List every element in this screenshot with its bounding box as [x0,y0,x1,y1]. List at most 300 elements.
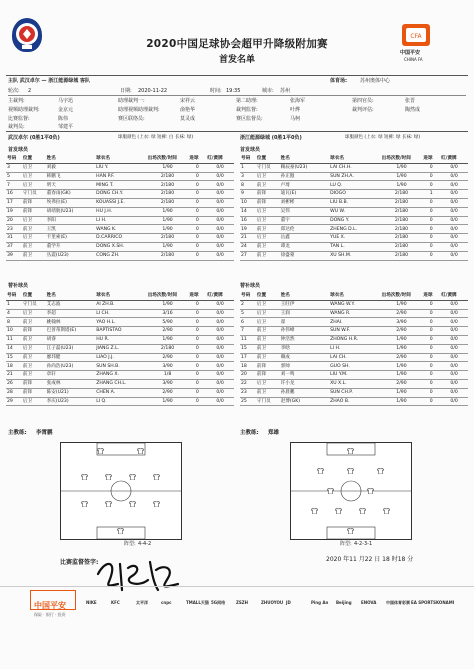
player-row [240,379,468,388]
player-cell: WANG W.Y. [329,300,381,309]
player-cell: 前卫 [22,318,46,327]
player-cell: 1/90 [381,172,423,181]
player-cell: 2/180 [147,344,189,353]
player-cell: 1/90 [147,207,189,216]
player-cell: 26 [6,379,22,388]
player-cell: 前卫 [22,362,46,371]
away-coach-value: 郑雄 [268,430,280,436]
player-row [6,225,234,234]
player-cell: 37 [6,242,22,251]
player-row [6,353,234,362]
player-shirt-icon [377,468,384,474]
md-label: 裁判监督: [236,107,258,113]
player-row [240,225,468,234]
player-cell: TAN L. [329,242,380,251]
player-cell: DONG X.SH. [95,242,146,251]
player-cell: 2/180 [381,216,423,225]
player-row [6,242,234,251]
column-header: 红/黄牌 [206,155,234,163]
ar1-value: 宋祥云 [180,98,196,104]
home-formation-label: 阵型: [124,541,136,547]
player-cell: 翟 [280,318,329,327]
player-row [6,207,234,216]
player-cell: 0 [422,335,440,344]
player-cell: 陈安(U21) [46,388,96,397]
away-formation-pitch [290,442,412,540]
player-cell: 9 [240,190,256,199]
player-cell: 明天 [46,181,95,190]
ra-value: 陶然成 [405,107,421,113]
player-cell: 16 [240,216,256,225]
away-caption: 浙江能源绿城 (0胜1平0负) [240,135,302,141]
player-cell: 0 [188,251,206,260]
player-cell: 1/90 [147,225,189,234]
player-cell: 14 [6,344,22,353]
player-cell: 赖辰豪(U23) [280,163,329,172]
player-cell: KOUASSI J.E. [95,198,146,207]
player-cell: 前卫 [256,242,280,251]
player-row [240,371,468,380]
player-cell: 王旺伊 [280,300,329,309]
player-cell: 1 [422,190,440,199]
player-row [240,234,468,243]
player-row [6,216,234,225]
player-cell: 0/0 [440,190,468,199]
player-cell: 守门员 [256,397,280,406]
player-cell: 前卫 [256,388,280,397]
player-row [6,379,234,388]
security-label: 赛区联络员: [118,116,145,122]
player-cell: 0 [188,190,206,199]
player-cell: XU SH.M. [329,251,380,260]
home-coach-label: 主教练: [8,430,27,436]
player-cell: GUO SH. [329,362,381,371]
player-cell: 李超 [46,309,96,318]
player-cell: 39 [6,251,22,260]
svg-text:CFA: CFA [410,33,422,40]
player-cell: 后卫 [256,172,280,181]
player-cell: ZHAI. [329,318,381,327]
player-cell: 0/0 [440,362,468,371]
player-cell: 0 [188,379,206,388]
player-cell: 1/90 [381,181,423,190]
player-cell: 孙晨鹏 [280,388,329,397]
player-cell: LI Q. [95,397,147,406]
sponsor-logo: NIKE [86,600,97,605]
player-cell: 2/180 [381,234,423,243]
player-cell: 1/90 [381,388,423,397]
player-cell: 廖玮健 [46,353,96,362]
player-shirt-icon [317,468,324,474]
player-cell: 后卫 [22,181,46,190]
player-cell: 后卫 [256,379,280,388]
player-cell: 前卫 [22,353,46,362]
player-cell: 29 [6,397,22,406]
player-cell: 24 [240,242,256,251]
player-cell: 0 [422,371,440,380]
player-cell: 0/0 [206,190,234,199]
player-cell: 28 [6,388,22,397]
player-shirt-icon [105,474,112,480]
player-cell: 前锋 [22,198,46,207]
player-cell: 0 [422,388,440,397]
player-cell: 2/180 [381,190,423,199]
var-value: 金京元 [58,107,74,113]
page-subtitle: 首发名单 [218,55,255,65]
player-shirt-icon [347,528,354,534]
column-header: 位置 [256,292,280,300]
player-shirt-icon [347,468,354,474]
date-label: 日期: [120,88,132,94]
sponsor-logo: EA SPORTS [411,600,436,605]
away-subs-table [240,292,468,406]
player-cell: 0 [422,216,440,225]
sponsor-pingan-sub: 保险 · 银行 · 投资 [34,612,66,617]
player-cell: 1/90 [147,300,189,309]
player-cell: 1/90 [147,163,189,172]
player-row [240,327,468,336]
player-row [240,388,468,397]
player-cell: 22 [240,379,256,388]
player-cell: 韩鹏飞 [46,172,95,181]
commissioner-label: 比赛监督: [8,116,30,122]
player-cell: SUN SH.B. [95,362,147,371]
player-cell: 0/0 [206,225,234,234]
player-cell: 刘彬彬 [280,198,329,207]
column-header: 进球 [422,155,440,163]
player-cell: 2/180 [147,181,189,190]
player-cell: WANG K. [95,225,146,234]
player-row [240,344,468,353]
player-cell: 2/90 [381,327,423,336]
player-cell: 21 [6,371,22,380]
player-cell: 前锋 [256,198,280,207]
player-cell: 0/0 [206,344,234,353]
player-cell: 后卫 [22,309,46,318]
home-formation-value: 4-4-2 [138,541,152,547]
assessor-label: 赛区监督员: [236,116,263,122]
column-header: 姓名 [280,292,329,300]
player-cell: 李庆(U23) [46,397,96,406]
column-header: 红/黄牌 [440,292,468,300]
assessor-value: 马柯 [290,116,301,122]
player-cell: 前卫 [22,242,46,251]
player-shirt-icon [367,488,374,494]
player-cell: 1/90 [147,242,189,251]
player-shirt-icon [129,474,136,480]
player-cell: 5 [240,309,256,318]
player-cell: 后卫 [22,163,46,172]
player-cell: 2/180 [381,242,423,251]
column-header: 号码 [240,155,256,163]
venue-label: 体育场: [330,78,347,84]
player-shirt-icon [383,508,390,514]
player-cell: LI H. [95,216,146,225]
player-cell: 1/90 [381,344,423,353]
column-header: 球衣名 [95,292,147,300]
player-cell: AI ZH.B. [95,300,147,309]
player-cell: 1/90 [381,335,423,344]
player-cell: 0/0 [440,318,468,327]
avar-value: 俞艳华 [180,107,196,113]
player-cell: 1/90 [381,397,423,406]
player-cell: 0/0 [440,379,468,388]
player-cell: 江子磊(U23) [46,344,96,353]
player-cell: 2/180 [147,234,189,243]
player-cell: 1/90 [147,216,189,225]
player-cell: 0/0 [206,163,234,172]
column-header: 位置 [256,155,280,163]
player-cell: 19 [6,207,22,216]
player-cell: 0 [188,163,206,172]
player-cell: 2/180 [147,251,189,260]
player-cell: 前卫 [22,335,46,344]
player-cell: DONG Y. [329,216,380,225]
player-cell: 0/0 [206,242,234,251]
ar1-label: 助理裁判一: [118,98,145,104]
player-cell: 0/0 [440,300,468,309]
player-cell: 0/0 [206,300,234,309]
player-cell: BAPTISTAO [95,327,147,336]
player-shirt-icon [81,474,88,480]
player-cell: 0 [188,225,206,234]
player-shirt-icon [129,501,136,507]
player-row [6,335,234,344]
player-cell: 8 [6,318,22,327]
player-cell: LI H. [329,344,381,353]
player-row [6,309,234,318]
liaison-label: 裁判员: [8,124,25,130]
player-shirt-icon [81,501,88,507]
player-cell: 0/0 [440,198,468,207]
player-cell: YAO H.L. [95,318,147,327]
player-cell: 守门员 [22,300,46,309]
player-cell: 后卫 [22,397,46,406]
away-starters-label: 首发球员 [240,147,261,153]
avar-label: 助理视频助理裁判: [118,107,160,113]
player-cell: 0 [188,388,206,397]
player-cell: 后卫 [256,300,280,309]
sponsor-logo: ZHUOYOU [261,600,284,605]
player-cell: 后卫 [256,309,280,318]
player-row [240,353,468,362]
player-row [6,327,234,336]
player-cell: 0 [422,362,440,371]
player-cell: 前卫 [256,181,280,190]
player-cell: 钟浩然 [280,335,329,344]
player-cell: 胡睿 [46,335,96,344]
player-cell: 17 [6,198,22,207]
player-cell: 3 [6,163,22,172]
sponsor-logo: KONAMI [436,600,455,605]
player-cell: 后卫 [22,344,46,353]
player-cell: 0 [188,397,206,406]
sponsor-logo: TMALL天猫 [186,600,209,605]
player-cell: 0/0 [440,242,468,251]
column-header: 进球 [188,292,206,300]
player-cell: 0 [422,379,440,388]
player-cell: 后卫 [22,172,46,181]
player-cell: 0 [188,216,206,225]
player-cell: 0 [422,327,440,336]
player-cell: 艾志波 [46,300,96,309]
player-cell: 0/0 [206,251,234,260]
column-header: 出场次数/时间 [381,155,423,163]
teams-line: 主队 武汉卓尔 — 浙江能源绿城 客队 [8,78,90,84]
player-cell: 2/180 [381,251,423,260]
player-cell: 3 [240,172,256,181]
player-cell: 0/0 [206,318,234,327]
home-subs-label: 替补球员 [8,283,29,289]
date-value: 2020-11-22 [138,88,168,94]
player-row [6,371,234,380]
player-cell: 姚翰林 [46,318,96,327]
player-cell: 0/0 [440,216,468,225]
player-cell: 2/180 [381,225,423,234]
player-cell: 0/0 [206,234,234,243]
player-cell: 岳鑫 [280,234,329,243]
player-cell: 巴普蒂斯塔(E) [46,327,96,336]
var-label: 视频助理裁判: [8,107,40,113]
player-cell: 2/90 [381,353,423,362]
sponsor-logo: ENOVA [361,600,377,605]
player-cell: 14 [240,207,256,216]
home-kit-note: 球服颜色 (上衣: 绿 短裤: 白 长袜: 绿) [118,135,194,140]
player-row [240,309,468,318]
player-cell: 0 [422,397,440,406]
player-cell: 0 [188,327,206,336]
player-cell: 11 [6,335,22,344]
player-cell: 27 [240,251,256,260]
player-cell: 5/90 [147,318,189,327]
player-shirt-icon [311,508,318,514]
player-cell: 4 [6,309,22,318]
player-row [6,397,234,406]
player-cell: 0 [188,362,206,371]
player-cell: 18 [240,362,256,371]
away-subs-label: 替补球员 [240,283,261,289]
home-subs-table [6,292,234,406]
player-cell: 0/0 [206,335,234,344]
player-shirt-icon [137,448,144,454]
brand-sub: CHINA FA [404,57,423,62]
player-cell: 1/90 [147,335,189,344]
player-cell: 后卫 [256,318,280,327]
away-formation-label: 阵型: [340,541,352,547]
player-cell: 后卫 [256,207,280,216]
player-cell: 10 [240,198,256,207]
player-row [240,318,468,327]
column-header: 位置 [22,155,46,163]
player-cell: 1/8 [147,371,189,380]
md-value: 叶烨 [290,107,301,113]
page-title: 2020中国足球协会超甲升降级附加赛 [146,38,328,50]
player-cell: 后卫 [256,216,280,225]
player-cell: HU J.H. [95,207,146,216]
player-cell: D.CARRICO [95,234,146,243]
player-cell: 守门员 [256,163,280,172]
player-cell: 后卫 [256,234,280,243]
player-cell: 孙伟峰 [280,327,329,336]
player-row [6,190,234,199]
player-cell: 后卫 [22,216,46,225]
player-cell: ZHENG D.L. [329,225,380,234]
player-cell: WU W. [329,207,380,216]
player-cell: 0 [188,234,206,243]
column-header: 姓名 [280,155,329,163]
player-row [240,190,468,199]
player-cell: 赖成 [280,353,329,362]
security-value: 莫灵成 [180,116,196,122]
player-cell: 董学升 [46,242,95,251]
round-value: 2 [28,88,32,94]
player-cell: 0/0 [440,181,468,190]
player-cell: 17 [240,353,256,362]
player-row [240,207,468,216]
player-row [6,344,234,353]
player-cell: 0/0 [206,371,234,380]
player-cell: 23 [240,388,256,397]
player-row [240,251,468,260]
player-cell: 2/90 [147,388,189,397]
player-cell: 0/0 [206,388,234,397]
column-header: 进球 [188,155,206,163]
player-cell: 15 [240,344,256,353]
player-cell: 0/0 [440,353,468,362]
player-row [240,362,468,371]
column-header: 球衣名 [329,292,381,300]
player-cell: 卢琦 [280,181,329,190]
player-cell: 0/0 [206,327,234,336]
player-cell: 郑达伦 [280,225,329,234]
player-cell: CONG ZH. [95,251,146,260]
column-header: 球衣名 [95,155,146,163]
city-label: 城市: [262,88,274,94]
player-cell: 0/0 [440,225,468,234]
player-cell: 7 [6,181,22,190]
player-cell: 3/90 [147,362,189,371]
player-cell: 0 [188,207,206,216]
signed-time: 2020 年11 月22 日 18 时18 分 [326,556,414,563]
player-cell: 前锋 [22,207,46,216]
player-cell: 前卫 [256,353,280,362]
player-cell: 21 [240,234,256,243]
column-header: 位置 [22,292,46,300]
player-cell: 0 [422,242,440,251]
player-cell: 0 [188,300,206,309]
player-cell: 2/90 [381,379,423,388]
player-cell: 5 [6,172,22,181]
player-cell: 前卫 [22,225,46,234]
player-cell: LIU Y.M. [329,371,381,380]
home-starters-table [6,155,234,261]
player-cell: 11 [240,335,256,344]
player-cell: 0 [422,172,440,181]
away-coach-label: 主教练: [240,430,259,436]
player-row [6,163,234,172]
column-header: 号码 [6,292,22,300]
player-cell: ZHANG CH.L. [95,379,147,388]
player-cell: 19 [240,225,256,234]
player-cell: 0/0 [206,172,234,181]
player-shirt-icon [117,528,124,534]
commissioner-value: 陈伟 [58,116,69,122]
sponsor-logo: 中国体育彩票 [386,600,410,605]
player-cell: SUN ZH.A. [329,172,380,181]
player-row [240,397,468,406]
player-cell: 0 [188,309,206,318]
player-cell: 0/0 [440,234,468,243]
